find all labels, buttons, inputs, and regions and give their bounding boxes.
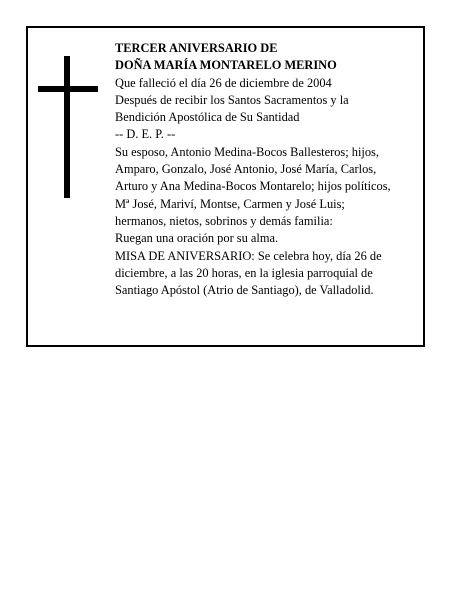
- notice-text: [115, 40, 421, 299]
- sacraments-line: Después de recibir los Santos Sacramentos y la: [115, 92, 349, 107]
- cross-icon: [38, 56, 98, 198]
- notice-heading-name: DOÑA MARÍA MONTARELO MERINO: [115, 58, 337, 73]
- family-line: Mª José, Mariví, Montse, Carmen y José Luis;: [115, 196, 345, 211]
- mass-announcement-line: MISA DE ANIVERSARIO: Se celebra hoy, día 26 de: [115, 248, 382, 263]
- cross-horizontal-bar: [38, 86, 98, 92]
- notice-heading-line: TERCER ANIVERSARIO DE: [115, 41, 278, 55]
- rip-line: -- D. E. P. --: [115, 127, 176, 142]
- family-line: Arturo y Ana Medina-Bocos Montarelo; hijos políticos,: [115, 179, 391, 194]
- obituary-notice: [26, 26, 425, 347]
- death-date-line: Que falleció el día 26 de diciembre de 2004: [115, 75, 332, 90]
- family-line: hermanos, nietos, sobrinos y demás familia:: [115, 213, 333, 228]
- prayer-request-line: Ruegan una oración por su alma.: [115, 231, 279, 246]
- family-line: Amparo, Gonzalo, José Antonio, José María, Carlos,: [115, 162, 377, 177]
- family-line: Su esposo, Antonio Medina-Bocos Ballesteros; hijos,: [115, 144, 379, 159]
- mass-announcement-line: Santiago Apóstol (Atrio de Santiago), de Valladolid.: [115, 283, 374, 298]
- cross-vertical-bar: [64, 56, 70, 198]
- blessing-line: Bendición Apostólica de Su Santidad: [115, 110, 300, 125]
- mass-announcement-line: diciembre, a las 20 horas, en la iglesia parroquial de: [115, 265, 373, 280]
